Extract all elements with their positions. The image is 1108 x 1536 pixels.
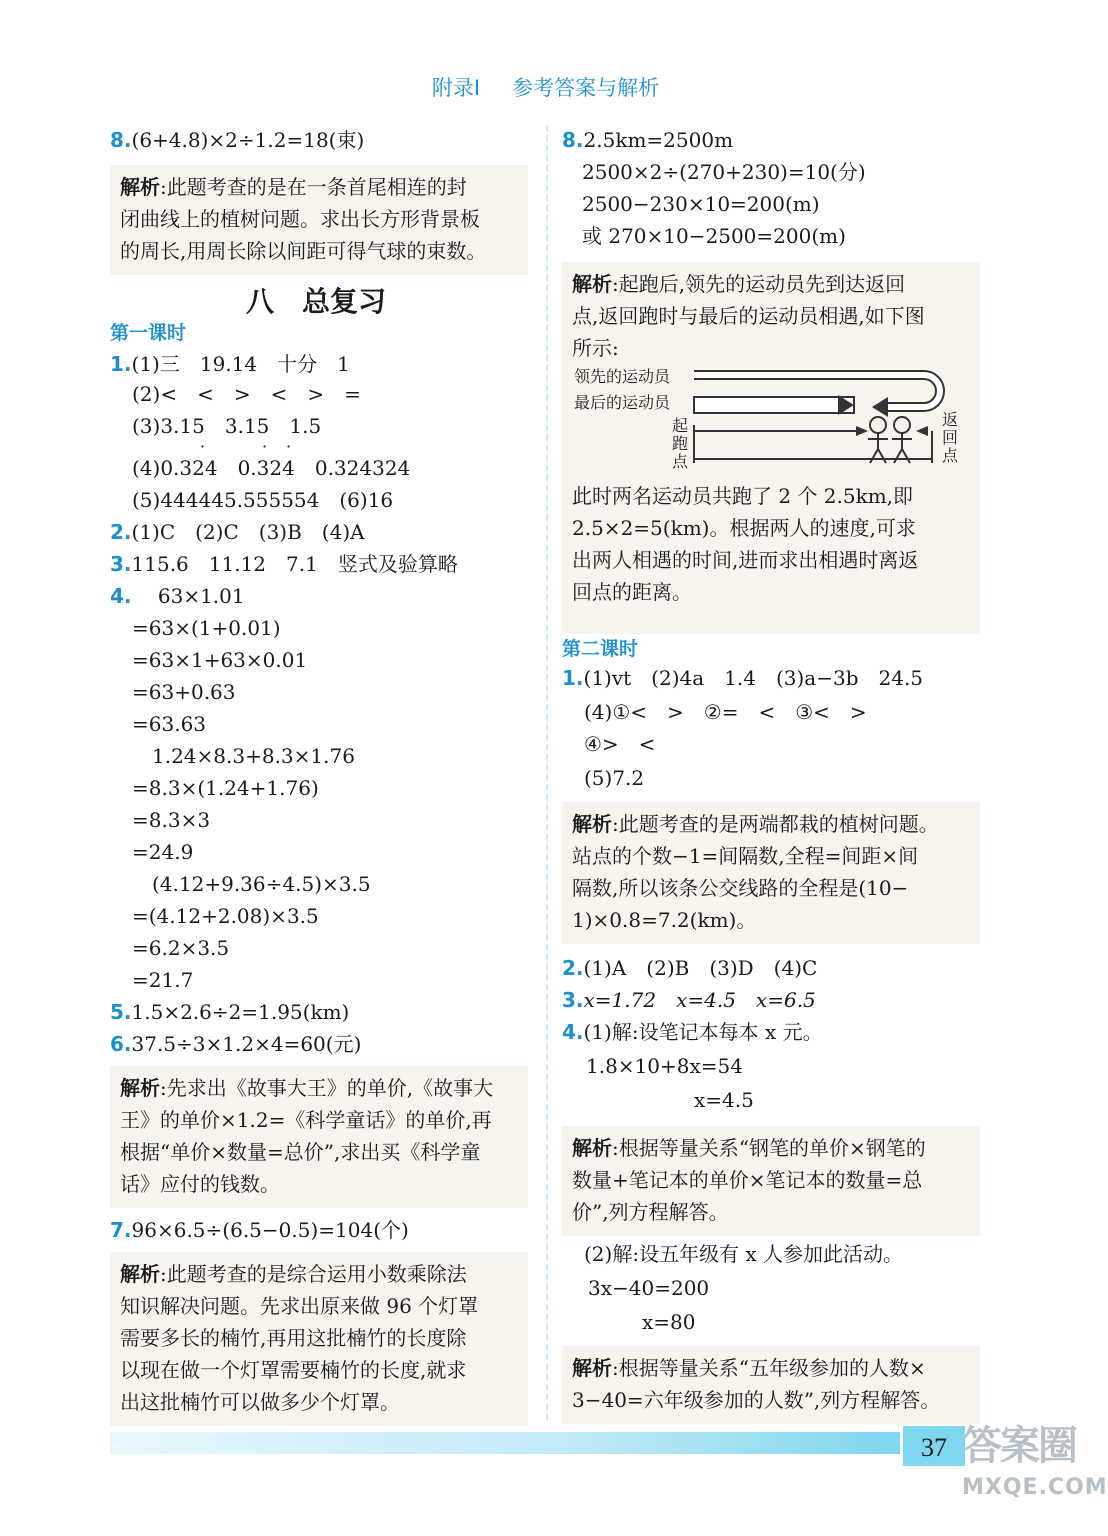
answer-line: (1)三 19.14 十分 1	[131, 352, 350, 376]
question-3-right	[562, 986, 816, 1014]
note-keyword: 解析	[572, 1136, 612, 1160]
dot-mark: ·	[262, 437, 268, 456]
answer-line: x=4.5	[694, 1088, 754, 1112]
note-keyword: 解析	[120, 175, 160, 199]
note-keyword: 解析	[120, 1076, 160, 1100]
question-number: 2.	[562, 956, 584, 980]
question-number: 3.	[110, 552, 132, 576]
answer-line: (3)3.15 3.15 1.5	[132, 414, 322, 438]
question-4-right	[562, 1018, 823, 1046]
analysis-note-4b	[562, 1346, 980, 1424]
answer-text: 37.5÷3×1.2×4=60(元)	[131, 1032, 362, 1056]
label-char: 点	[672, 452, 689, 471]
note-line: :根据等量关系“钢笔的单价×钢笔的	[612, 1136, 926, 1160]
question-2-right	[562, 954, 817, 982]
turn-point-label	[942, 411, 960, 465]
page-header	[0, 72, 1091, 102]
note-line: 出两人相遇的时间,进而求出相遇时离返	[572, 548, 919, 572]
watermark-text: 答案圈	[962, 1423, 1076, 1469]
answer-line: =63×(1+0.01)	[132, 616, 281, 640]
answer-text: (1)C (2)C (3)B (4)A	[131, 520, 365, 544]
answer-line: (5)444445.555554 (6)16	[132, 488, 394, 512]
answer-line: =6.2×3.5	[132, 936, 230, 960]
question-3	[110, 550, 458, 578]
answer-line: (4)0.324 0.324 0.324324	[132, 456, 411, 480]
note-line: 的周长,用周长除以间距可得气球的束数。	[120, 239, 487, 263]
page-number: 37	[903, 1426, 965, 1466]
note-line: :此题考查的是在一条首尾相连的封	[160, 175, 467, 199]
runner-figure-1	[868, 417, 888, 463]
question-4	[110, 582, 245, 610]
answer-line: =8.3×3	[132, 808, 211, 832]
running-diagram	[572, 367, 972, 473]
answer-line: 63×1.01	[151, 584, 245, 608]
answer-line: 2500×2÷(270+230)=10(分)	[582, 160, 866, 184]
answer-line: 或 270×10−2500=200(m)	[582, 224, 846, 248]
answer-line: =63.63	[132, 712, 207, 736]
note-line: :根据等量关系“五年级参加的人数×	[612, 1356, 926, 1380]
leader-label: 领先的运动员	[574, 367, 671, 386]
answer-line: (1)解:设笔记本每本 x 元。	[583, 1020, 823, 1044]
answer-line: =24.9	[132, 840, 194, 864]
lesson-1-title: 第一课时	[110, 322, 187, 344]
answer-line: 1.8×10+8x=54	[586, 1054, 743, 1078]
note-line: :先求出《故事大王》的单价,《故事大	[160, 1076, 494, 1100]
note-keyword: 解析	[572, 812, 612, 836]
note-line: :此题考查的是两端都栽的植树问题。	[612, 812, 939, 836]
start-point-label	[672, 417, 690, 471]
label-char: 返	[942, 410, 959, 429]
analysis-note-4a	[562, 1126, 980, 1236]
note-line: 需要多长的楠竹,再用这批楠竹的长度除	[120, 1326, 467, 1350]
answer-line: 2500−230×10=200(m)	[582, 192, 820, 216]
watermark	[962, 1420, 1108, 1528]
note-line: 站点的个数−1=间隔数,全程=间距×间	[572, 844, 919, 868]
answer-line: =63+0.63	[132, 680, 236, 704]
question-8-right	[562, 126, 733, 154]
question-5	[110, 998, 349, 1026]
answer-line: (1)vt (2)4a 1.4 (3)a−3b 24.5	[583, 666, 924, 690]
question-6	[110, 1030, 361, 1058]
answer-line: x=80	[642, 1310, 696, 1334]
note-keyword: 解析	[572, 272, 612, 296]
answer-line: (2)< < > < > =	[132, 382, 361, 406]
leader-arrow	[872, 397, 888, 417]
note-keyword: 解析	[572, 1356, 612, 1380]
answer-line: ④> <	[584, 732, 656, 756]
runner-figure-2	[892, 417, 912, 463]
label-char: 起	[672, 416, 689, 435]
label-char: 跑	[672, 434, 689, 453]
label-char: 回	[942, 428, 959, 447]
note-line: 话》应付的钱数。	[120, 1172, 280, 1196]
last-runner-label: 最后的运动员	[574, 393, 671, 412]
answer-line: 2.5km=2500m	[583, 128, 734, 152]
question-number: 1.	[110, 352, 132, 376]
answer-line: (4.12+9.36÷4.5)×3.5	[152, 872, 371, 896]
question-number: 4.	[110, 584, 132, 608]
note-line: 知识解决问题。先求出原来做 96 个灯罩	[120, 1294, 479, 1318]
note-line: 此时两名运动员共跑了 2 个 2.5km,即	[572, 484, 914, 508]
note-line: :起跑后,领先的运动员先到达返回	[612, 272, 906, 296]
section-title: 八 总复习	[246, 285, 387, 318]
analysis-note-1-right	[562, 802, 980, 944]
column-divider	[546, 125, 548, 1420]
note-line: 1)×0.8=7.2(km)。	[572, 908, 757, 932]
answer-line: =63×1+63×0.01	[132, 648, 308, 672]
note-line: 根据“单价×数量=总价”,求出买《科学童	[120, 1140, 481, 1164]
note-line: 所示:	[572, 336, 619, 360]
note-line: :此题考查的是综合运用小数乘除法	[160, 1262, 467, 1286]
note-line: 回点的距离。	[572, 580, 692, 604]
question-number: 5.	[110, 1000, 132, 1024]
question-number: 4.	[562, 1020, 584, 1044]
question-number: 7.	[110, 1218, 132, 1242]
note-keyword: 解析	[120, 1262, 160, 1286]
question-number: 8.	[562, 128, 584, 152]
answer-text: 96×6.5÷(6.5−0.5)=104(个)	[131, 1218, 409, 1242]
dot-mark: ·	[286, 437, 292, 456]
answer-line: (2)解:设五年级有 x 人参加此活动。	[584, 1242, 904, 1266]
question-number: 3.	[562, 988, 584, 1012]
footer-band	[110, 1432, 900, 1454]
analysis-note-7	[110, 1252, 528, 1426]
label-char: 点	[942, 446, 959, 465]
answer-text: (1)A (2)B (3)D (4)C	[583, 956, 818, 980]
answer-line: =8.3×(1.24+1.76)	[132, 776, 319, 800]
note-line: 点,返回跑时与最后的运动员相遇,如下图	[572, 304, 925, 328]
question-8-left	[110, 126, 364, 154]
answer-line: (4)①< > ②= < ③< >	[584, 700, 867, 724]
watermark-url: MXQE.COM	[962, 1475, 1108, 1500]
turn-arrowhead	[916, 426, 928, 436]
header-title: 参考答案与解析	[512, 76, 660, 100]
lesson-2-title: 第二课时	[562, 638, 639, 660]
question-7	[110, 1216, 409, 1244]
note-line: 3−40=六年级参加的人数”,列方程解答。	[572, 1388, 941, 1412]
analysis-note-8	[110, 165, 528, 275]
answer-text: 115.6 11.12 7.1 竖式及验算略	[131, 552, 458, 576]
answer-line: 3x−40=200	[588, 1276, 710, 1300]
answer-line: =(4.12+2.08)×3.5	[132, 904, 319, 928]
answer-text: 1.5×2.6÷2=1.95(km)	[131, 1000, 350, 1024]
note-line: 数量+笔记本的单价×笔记本的数量=总	[572, 1168, 923, 1192]
answer-line: 1.24×8.3+8.3×1.76	[152, 744, 355, 768]
answer-text: x=1.72 x=4.5 x=6.5	[583, 988, 816, 1012]
note-line: 2.5×2=5(km)。根据两人的速度,可求	[572, 516, 916, 540]
start-arrowhead	[856, 426, 868, 436]
note-line: 闭曲线上的植树问题。求出长方形背景板	[120, 207, 480, 231]
analysis-note-6	[110, 1066, 528, 1208]
note-line: 以现在做一个灯罩需要楠竹的长度,就求	[120, 1358, 467, 1382]
question-number: 8.	[110, 128, 132, 152]
answer-line: (5)7.2	[584, 766, 645, 790]
question-number: 6.	[110, 1032, 132, 1056]
appendix-label: 附录Ⅰ	[431, 76, 481, 100]
answer-text: (6+4.8)×2÷1.2=18(束)	[131, 128, 365, 152]
note-line: 隔数,所以该条公交线路的全程是(10−	[572, 876, 909, 900]
question-1-right	[562, 664, 923, 692]
dot-mark: ·	[200, 437, 206, 456]
note-line: 出这批楠竹可以做多少个灯罩。	[120, 1390, 400, 1414]
answer-line: =21.7	[132, 968, 194, 992]
question-1	[110, 350, 350, 378]
note-line: 价”,列方程解答。	[572, 1200, 729, 1224]
question-number: 2.	[110, 520, 132, 544]
question-number: 1.	[562, 666, 584, 690]
question-2	[110, 518, 365, 546]
note-line: 王》的单价×1.2=《科学童话》的单价,再	[120, 1108, 492, 1132]
last-runner-track	[694, 397, 854, 413]
